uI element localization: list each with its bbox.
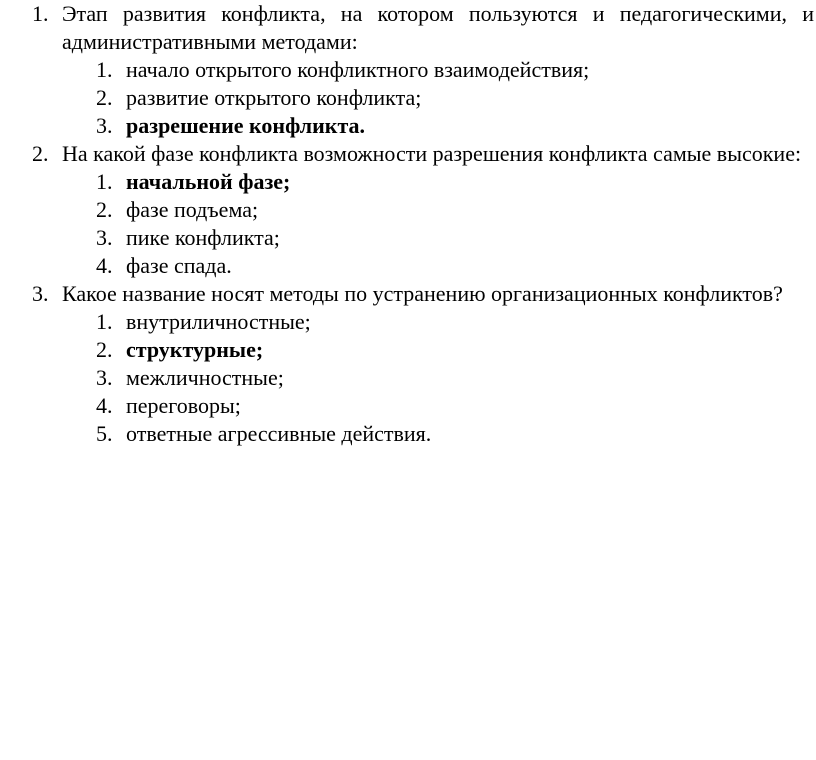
answer-number: 5. [96,421,113,446]
answer-number: 1. [96,169,113,194]
question-text: Какое название носят методы по устранению организационных конфликтов? [62,281,783,306]
answer-text: развитие открытого конфликта; [126,85,422,110]
answer-option [0,308,816,336]
question-number: 3. [32,281,49,306]
answer-option-correct [0,112,816,140]
answer-option [0,56,816,84]
answer-list [0,168,816,280]
answer-text: переговоры; [126,393,241,418]
answer-option-correct [0,336,816,364]
answer-number: 3. [96,113,113,138]
answer-number: 3. [96,365,113,390]
answer-number: 2. [96,337,113,362]
answer-option [0,196,816,224]
answer-number: 4. [96,393,113,418]
answer-option [0,224,816,252]
answer-number: 4. [96,253,113,278]
answer-option [0,364,816,392]
answer-text: структурные; [126,337,264,362]
answer-option-correct [0,168,816,196]
question-number: 2. [32,141,49,166]
answer-number: 3. [96,225,113,250]
answer-number: 1. [96,309,113,334]
answer-text: пике конфликта; [126,225,280,250]
answer-option [0,252,816,280]
question-3 [0,280,816,448]
answer-text: ответные агрессивные действия. [126,421,432,446]
question-2 [0,140,816,280]
answer-text: начало открытого конфликтного взаимодействия; [126,57,590,82]
question-1 [0,0,816,140]
question-text: Этап развития конфликта, на котором пользуются и педагогическими, и административными методами: [62,1,814,54]
answer-option [0,420,816,448]
answer-text: внутриличностные; [126,309,311,334]
answer-text: начальной фазе; [126,169,291,194]
question-text: На какой фазе конфликта возможности разрешения конфликта самые высокие: [62,141,802,166]
question-number: 1. [32,1,49,26]
answer-text: межличностные; [126,365,284,390]
answer-option [0,84,816,112]
answer-text: фазе спада. [126,253,232,278]
answer-text: разрешение конфликта. [126,113,366,138]
answer-list [0,56,816,140]
answer-option [0,392,816,420]
answer-number: 2. [96,197,113,222]
answer-number: 1. [96,57,113,82]
answer-text: фазе подъема; [126,197,259,222]
answer-list [0,308,816,448]
answer-number: 2. [96,85,113,110]
